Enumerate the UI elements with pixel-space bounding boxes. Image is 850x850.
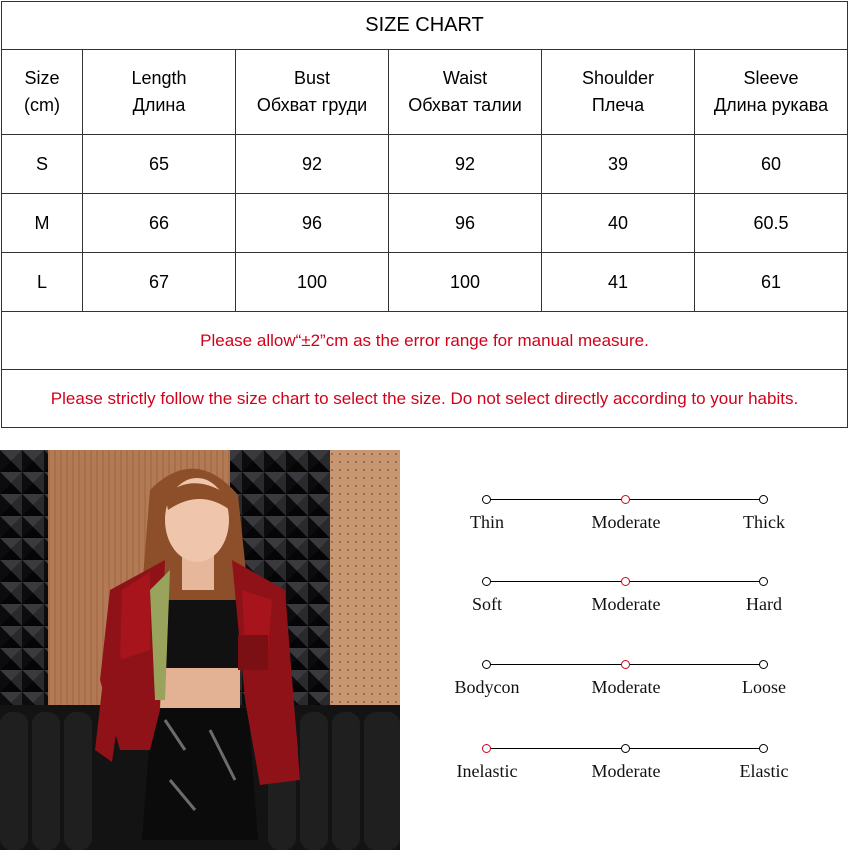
model-photo bbox=[0, 450, 400, 850]
table-cell: 67 bbox=[83, 253, 236, 312]
scale-dot bbox=[482, 577, 491, 586]
table-cell: 41 bbox=[542, 253, 695, 312]
table-cell: M bbox=[2, 194, 83, 253]
table-cell: 40 bbox=[542, 194, 695, 253]
scale-dot bbox=[621, 495, 630, 504]
scale-label-soft: Soft bbox=[471, 594, 502, 614]
scale-dot bbox=[621, 744, 630, 753]
scale-dot bbox=[759, 744, 768, 753]
scale-label-inelastic: Inelastic bbox=[456, 761, 518, 781]
table-title-row bbox=[2, 2, 848, 50]
table-cell: 66 bbox=[83, 194, 236, 253]
scale-label-moderate: Moderate bbox=[591, 677, 661, 697]
softness-scale bbox=[440, 562, 810, 612]
header-sleeve: Sleeve Длина рукава bbox=[695, 50, 848, 135]
table-cell: 39 bbox=[542, 135, 695, 194]
note-row-error-range bbox=[2, 312, 848, 370]
note-row-follow-chart bbox=[2, 370, 848, 428]
table-cell: 100 bbox=[389, 253, 542, 312]
header-size: Size (cm) bbox=[2, 50, 83, 135]
scale-label-moderate: Moderate bbox=[591, 594, 661, 614]
size-chart-table bbox=[1, 1, 848, 428]
table-cell: 92 bbox=[389, 135, 542, 194]
thickness-scale bbox=[440, 480, 810, 530]
scale-label-elastic: Elastic bbox=[739, 761, 789, 781]
scale-label-thick: Thick bbox=[743, 512, 785, 532]
scale-dot bbox=[482, 744, 491, 753]
table-cell: 96 bbox=[389, 194, 542, 253]
scale-dot bbox=[759, 577, 768, 586]
table-cell: 100 bbox=[236, 253, 389, 312]
elasticity-scale bbox=[440, 729, 810, 779]
header-waist: Waist Обхват талии bbox=[389, 50, 542, 135]
table-row bbox=[2, 135, 848, 194]
header-bust: Bust Обхват груди bbox=[236, 50, 389, 135]
scale-dot bbox=[482, 495, 491, 504]
attribute-scales bbox=[440, 480, 810, 800]
scale-label-moderate: Moderate bbox=[591, 512, 661, 532]
table-cell: 92 bbox=[236, 135, 389, 194]
scale-dot bbox=[759, 495, 768, 504]
table-cell: 60.5 bbox=[695, 194, 848, 253]
model-photo-illustration bbox=[0, 450, 400, 850]
note-error-range: Please allow“±2”cm as the error range for manual measure. bbox=[2, 312, 848, 370]
table-cell: S bbox=[2, 135, 83, 194]
table-title: SIZE CHART bbox=[2, 2, 848, 50]
scale-dot bbox=[621, 660, 630, 669]
scale-dot bbox=[759, 660, 768, 669]
fit-scale bbox=[440, 645, 810, 695]
scale-label-bodycon: Bodycon bbox=[454, 677, 520, 697]
table-row bbox=[2, 253, 848, 312]
scale-dot bbox=[482, 660, 491, 669]
table-cell: 96 bbox=[236, 194, 389, 253]
table-cell: 60 bbox=[695, 135, 848, 194]
scale-label-thin: Thin bbox=[470, 512, 504, 532]
scale-label-hard: Hard bbox=[746, 594, 782, 614]
scale-dot bbox=[621, 577, 630, 586]
scale-label-loose: Loose bbox=[742, 677, 786, 697]
table-cell: L bbox=[2, 253, 83, 312]
note-follow-chart: Please strictly follow the size chart to select the size. Do not select directly according to your habits. bbox=[2, 370, 848, 428]
table-cell: 61 bbox=[695, 253, 848, 312]
header-length: Length Длина bbox=[83, 50, 236, 135]
table-header-row bbox=[2, 50, 848, 135]
header-shoulder: Shoulder Плеча bbox=[542, 50, 695, 135]
table-row bbox=[2, 194, 848, 253]
table-cell: 65 bbox=[83, 135, 236, 194]
scale-label-moderate: Moderate bbox=[591, 761, 661, 781]
